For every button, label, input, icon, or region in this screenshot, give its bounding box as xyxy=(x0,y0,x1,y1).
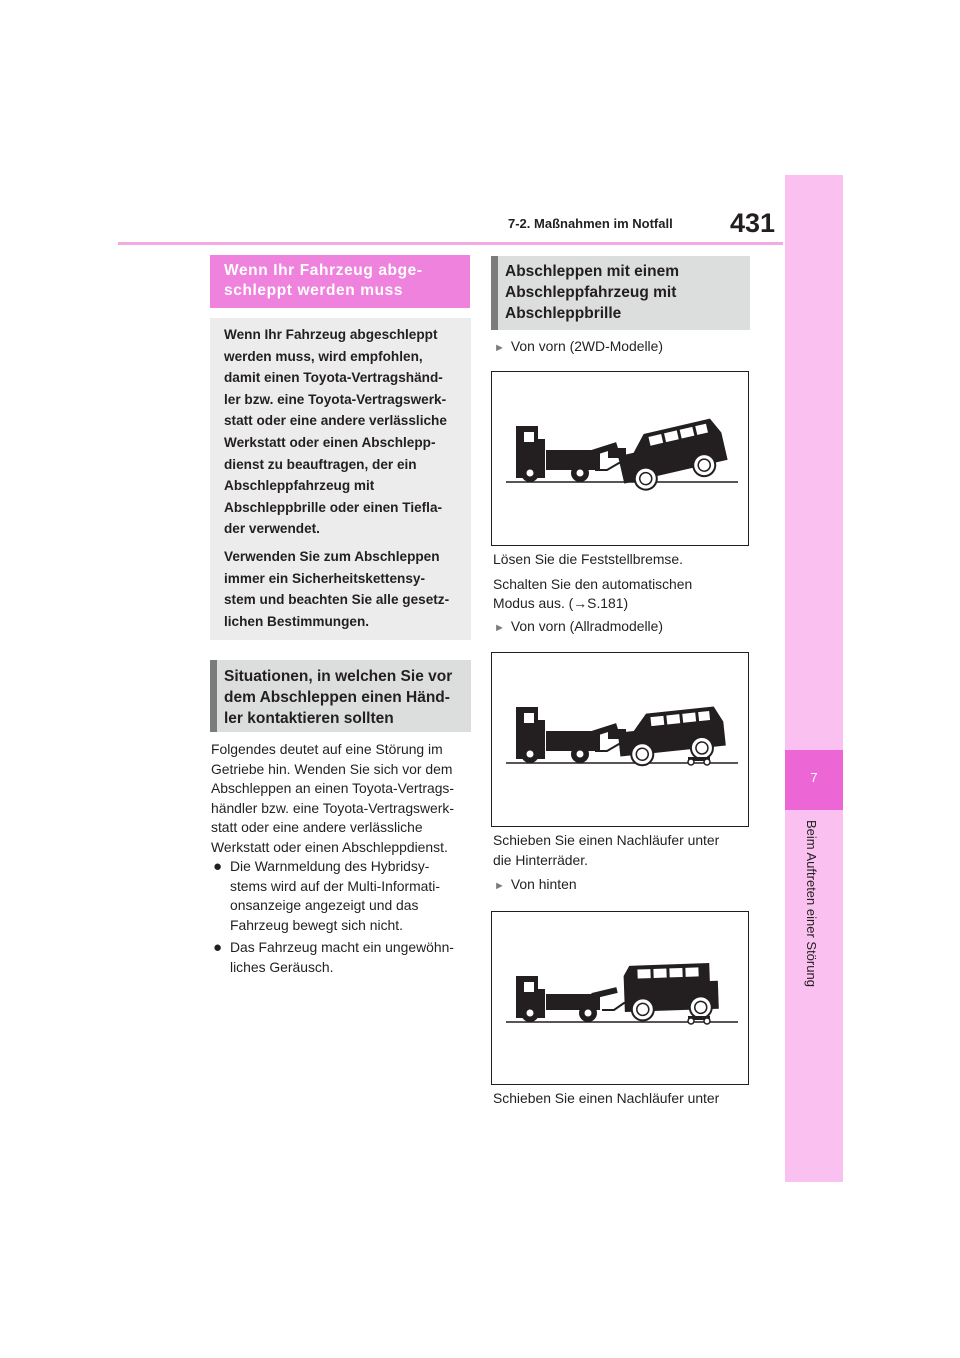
intro-line: der verwendet. xyxy=(224,521,320,537)
text-line: Werkstatt oder einen Abschleppdienst. xyxy=(211,838,448,855)
paragraph-front-awd xyxy=(493,831,719,870)
tow-truck-rear-illustration xyxy=(492,912,748,1084)
text-line: Das Fahrzeug macht ein ungewöhn- xyxy=(230,939,454,955)
situations-heading-line: Situationen, in welchen Sie vor xyxy=(224,668,453,685)
bullet-item xyxy=(213,938,454,977)
paragraph-front-2wd xyxy=(493,550,692,614)
header-rule xyxy=(118,242,783,245)
towing-heading-line: Wenn Ihr Fahrzeug abge- xyxy=(224,262,423,279)
bullet-dot-icon: ● xyxy=(213,939,223,956)
bullet-dot-icon: ● xyxy=(213,858,223,875)
intro-line: stem und beachten Sie alle gesetz- xyxy=(224,592,450,608)
text-line: stems wird auf der Multi-Informati- xyxy=(230,877,440,894)
subheading-text: Von vorn (Allradmodelle) xyxy=(510,618,663,634)
figure-front-awd xyxy=(491,652,749,827)
text-line: statt oder eine andere verlässliche xyxy=(211,819,423,835)
towing-heading xyxy=(210,255,470,308)
towing-heading-line: schleppt werden muss xyxy=(224,282,404,299)
section-title: 7-2. Maßnahmen im Notfall xyxy=(508,216,673,231)
figure-rear xyxy=(491,911,749,1085)
intro-line: Verwenden Sie zum Abschleppen xyxy=(224,548,440,564)
text-line: Lösen Sie die Feststellbremse. xyxy=(493,551,683,567)
text-line: Abschleppen an einen Toyota-Vertrags- xyxy=(211,780,454,796)
subheading-text: Von vorn (2WD-Modelle) xyxy=(510,338,663,354)
text-line: Fahrzeug bewegt sich nicht. xyxy=(230,916,403,933)
intro-line: immer ein Sicherheitskettensy- xyxy=(224,570,425,586)
subheading-rear xyxy=(494,876,577,892)
situations-paragraph xyxy=(211,740,454,857)
intro-line: lichen Bestimmungen. xyxy=(224,613,370,629)
situations-heading-line: ler kontaktieren sollten xyxy=(224,710,394,727)
intro-line: statt oder eine andere verlässliche xyxy=(224,413,447,429)
figure-front-2wd xyxy=(491,371,749,546)
text-line: Schieben Sie einen Nachläufer unter xyxy=(493,832,720,848)
subheading-front-awd xyxy=(494,618,663,634)
chapter-title: Beim Auftreten einer Störung xyxy=(804,820,819,987)
intro-line: Wenn Ihr Fahrzeug abgeschleppt xyxy=(224,327,438,342)
intro-line: damit einen Toyota-Vertragshänd- xyxy=(224,370,443,386)
intro-line: dienst zu beauftragen, der ein xyxy=(224,456,417,472)
text-line: Die Warnmeldung des Hybridsy- xyxy=(230,858,430,874)
bullet-item xyxy=(213,857,440,935)
text-line: Folgendes deutet auf eine Störung im xyxy=(211,741,443,757)
subheading-text: Von hinten xyxy=(510,876,577,892)
situations-heading xyxy=(210,660,471,732)
situations-heading-line: dem Abschleppen einen Händ- xyxy=(224,689,450,706)
intro-line: Abschleppfahrzeug mit xyxy=(224,478,375,494)
text-line: onsanzeige angezeigt und das xyxy=(230,897,419,913)
text-line: die Hinterräder. xyxy=(493,851,588,868)
text-line: Schalten Sie den automatischen xyxy=(493,575,693,592)
tow-truck-front-awd-illustration xyxy=(492,653,748,826)
text-line: Schieben Sie einen Nachläufer unter xyxy=(493,1090,720,1106)
page-number: 431 xyxy=(730,208,776,238)
text-line: händler bzw. eine Toyota-Vertragswerk- xyxy=(211,799,454,816)
chapter-number: 7 xyxy=(810,770,818,785)
towing-intro-panel xyxy=(210,318,471,640)
tow-truck-heading-line: Abschleppfahrzeug mit xyxy=(505,284,677,301)
intro-line: ler bzw. eine Toyota-Vertragswerk- xyxy=(224,391,447,407)
triangle-marker-icon: ► xyxy=(494,342,505,354)
triangle-marker-icon: ► xyxy=(494,880,505,892)
intro-line: Abschleppbrille oder einen Tiefla- xyxy=(224,499,443,515)
subheading-front-2wd xyxy=(494,338,663,354)
intro-line: Werkstatt oder einen Abschlepp- xyxy=(224,434,436,450)
tow-truck-heading xyxy=(491,256,750,330)
triangle-marker-icon: ► xyxy=(494,622,505,634)
tow-truck-heading-line: Abschleppbrille xyxy=(505,305,622,322)
tow-truck-heading-line: Abschleppen mit einem xyxy=(505,263,679,280)
text-line: Getriebe hin. Wenden Sie sich vor dem xyxy=(211,760,453,777)
paragraph-rear xyxy=(493,1089,719,1109)
text-line: liches Geräusch. xyxy=(230,958,334,975)
text-line: Modus aus. (→S.181) xyxy=(493,595,629,611)
chapter-tab xyxy=(785,175,843,1182)
tow-truck-front-2wd-illustration xyxy=(492,372,748,545)
intro-line: werden muss, wird empfohlen, xyxy=(224,348,423,364)
